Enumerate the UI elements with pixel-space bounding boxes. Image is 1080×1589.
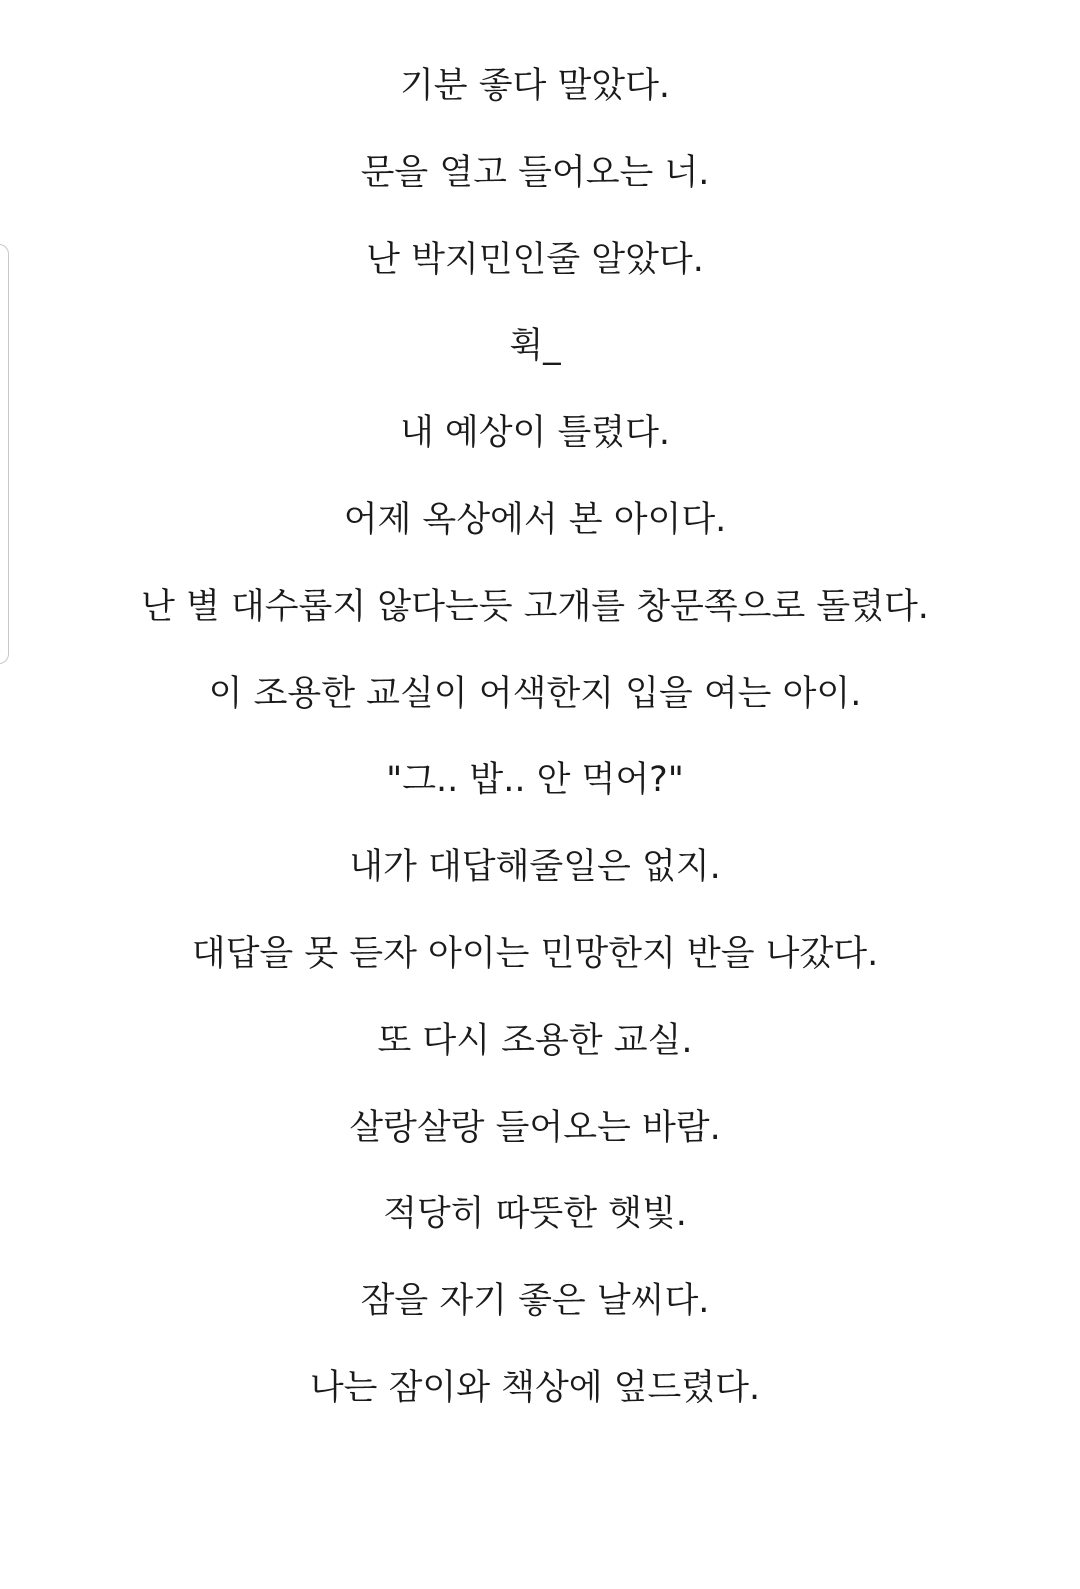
story-line: 문을 열고 들어오는 너. bbox=[360, 152, 710, 193]
story-line: 기분 좋다 말았다. bbox=[399, 66, 671, 106]
story-line: 난 박지민인줄 알았다. bbox=[366, 239, 704, 280]
story-line: 내 예상이 틀렸다. bbox=[399, 413, 671, 454]
story-line: 또 다시 조용한 교실. bbox=[377, 1020, 693, 1061]
story-line: 대답을 못 듣자 아이는 민망한지 반을 나갔다. bbox=[191, 933, 879, 974]
story-line: 적당히 따뜻한 햇빛. bbox=[383, 1194, 687, 1235]
story-line: "그.. 밥.. 안 먹어?" bbox=[386, 760, 684, 801]
story-line: 어제 옥상에서 본 아이다. bbox=[343, 499, 727, 540]
story-line: 이 조용한 교실이 어색한지 입을 여는 아이. bbox=[208, 673, 862, 714]
story-line: 난 별 대수롭지 않다는듯 고개를 창문쪽으로 돌렸다. bbox=[141, 586, 929, 627]
story-line: 내가 대답해줄일은 없지. bbox=[349, 847, 721, 888]
story-line: 잠을 자기 좋은 날씨다. bbox=[360, 1281, 710, 1322]
story-line: 살랑살랑 들어오는 바람. bbox=[349, 1107, 721, 1148]
story-text bbox=[0, 66, 1070, 1477]
story-line: 휙_ bbox=[509, 326, 561, 367]
story-line: 나는 잠이와 책상에 엎드렸다. bbox=[309, 1367, 761, 1408]
